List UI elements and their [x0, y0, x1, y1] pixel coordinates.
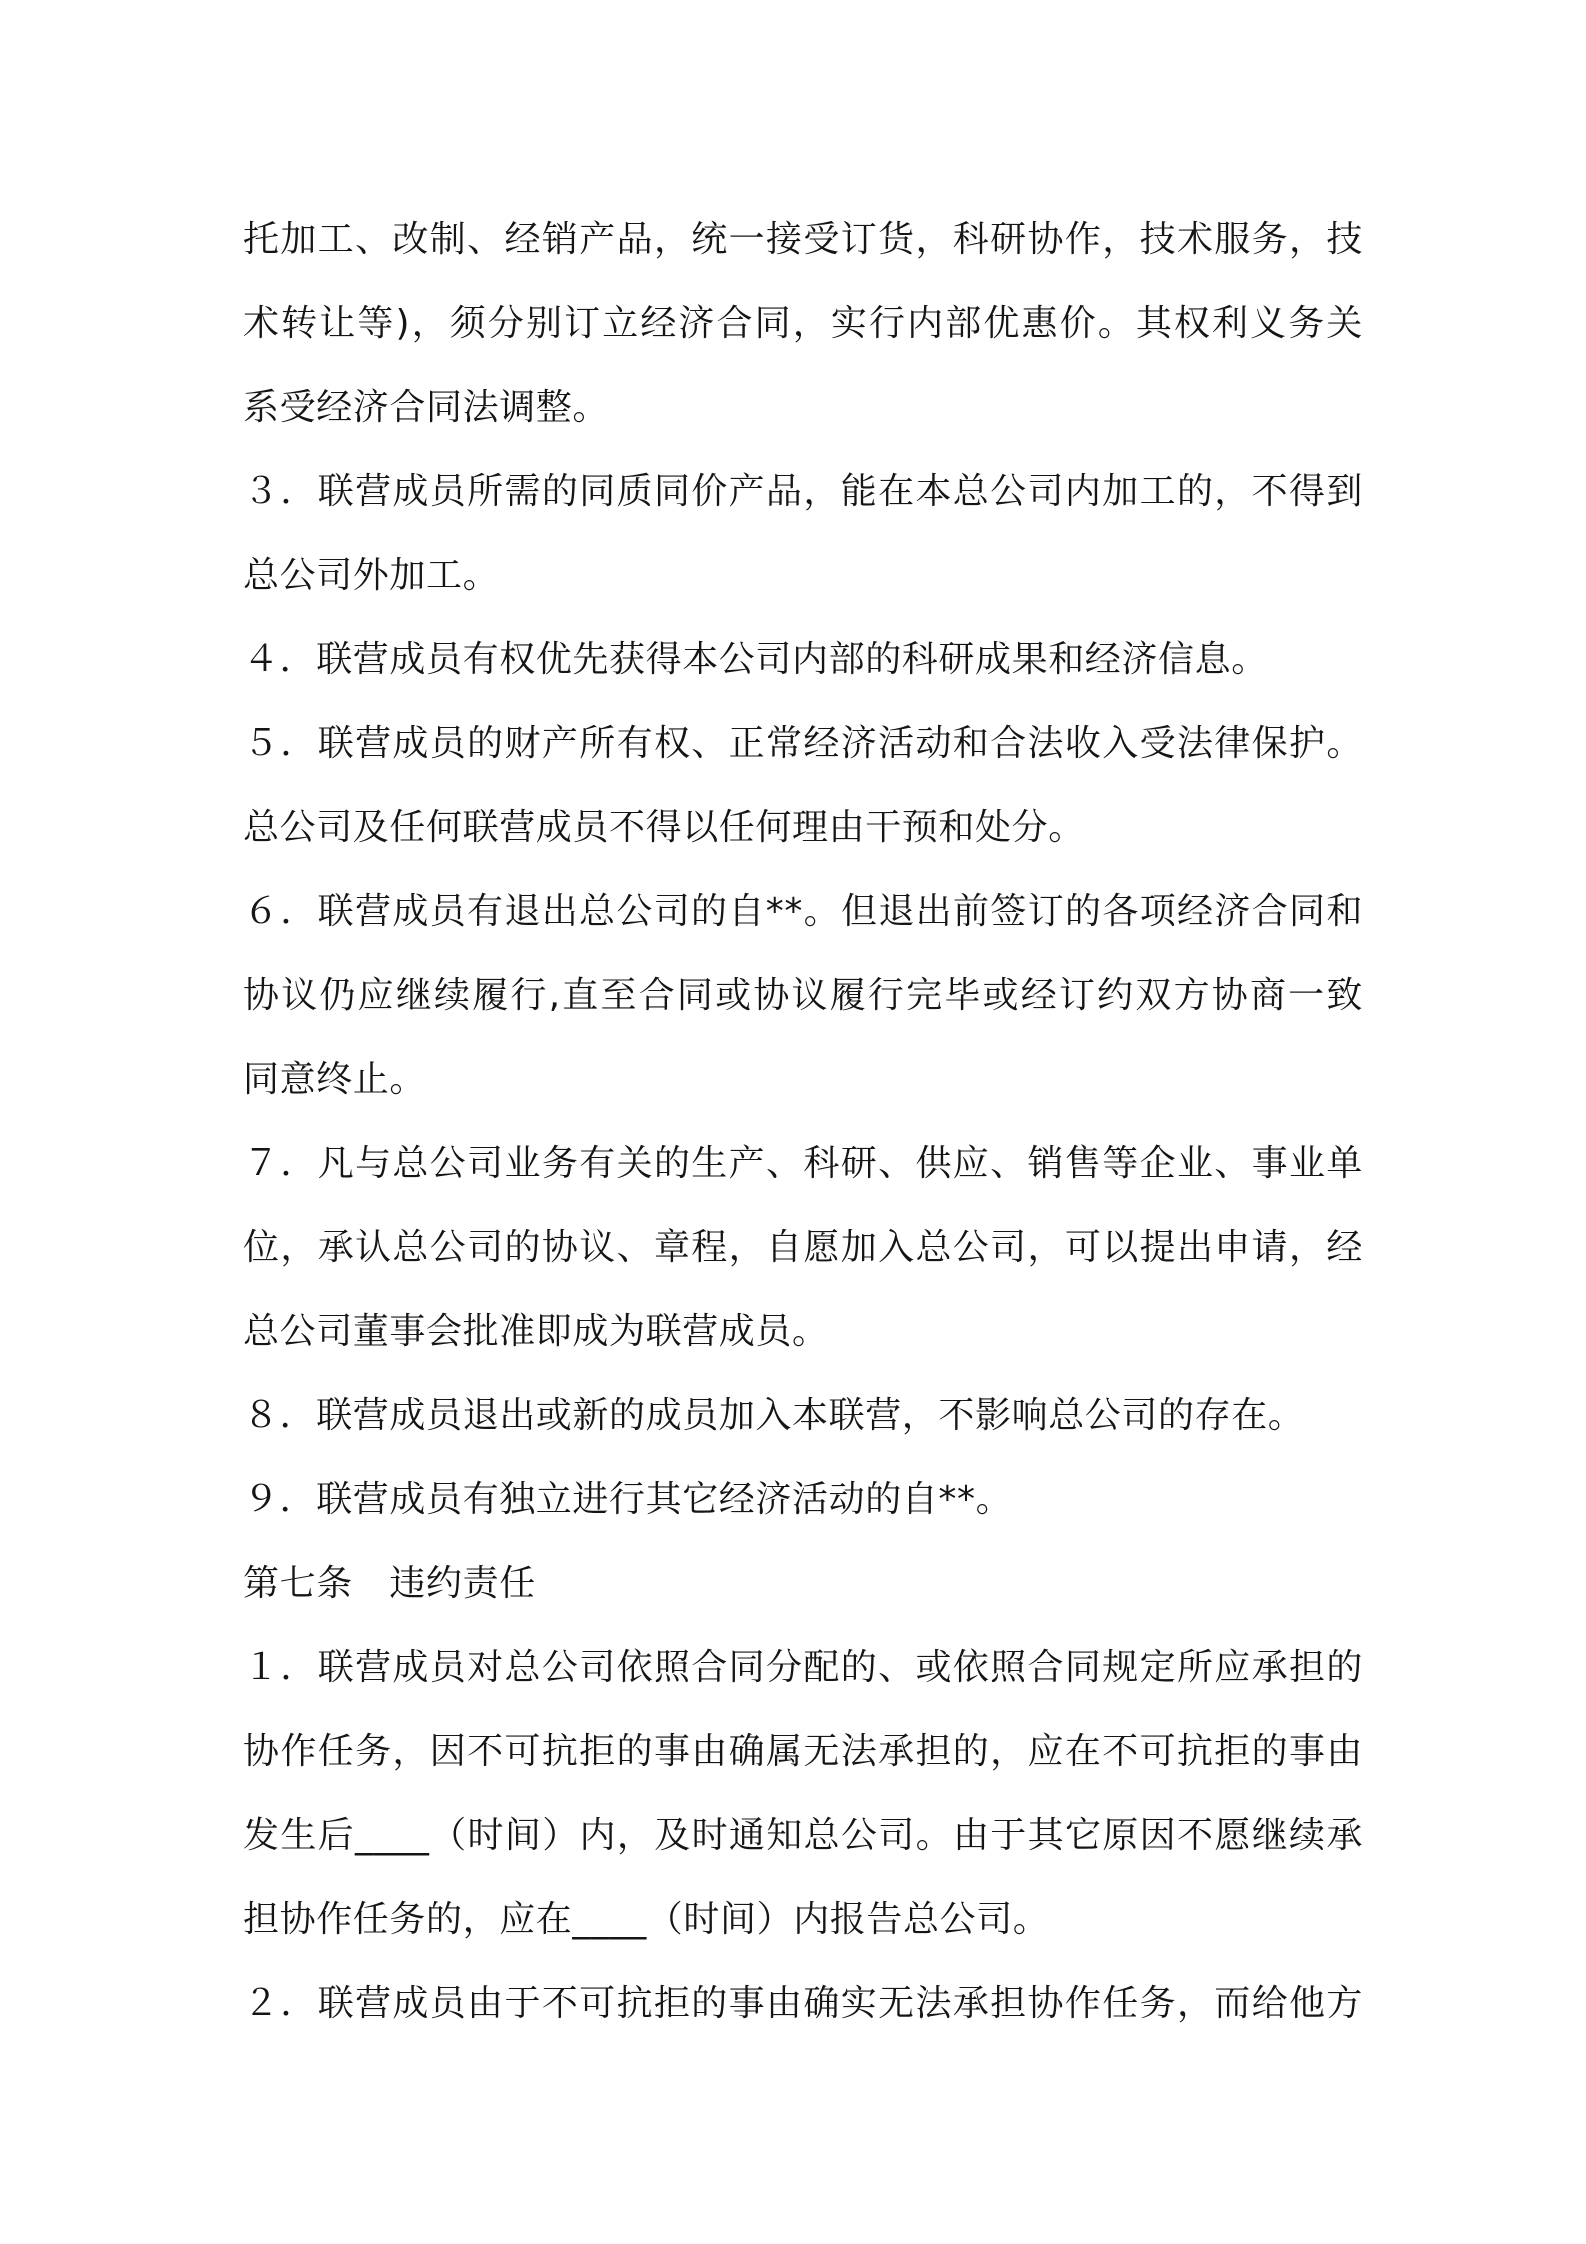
text-line: ４．联营成员有权优先获得本公司内部的科研成果和经济信息。 [243, 639, 1268, 680]
text-line: 同意终止。 [243, 1059, 427, 1100]
document-body [243, 198, 1363, 2046]
text-line: 总公司外加工。 [243, 555, 500, 596]
text-line: 协作任务，因不可抗拒的事由确属无法承担的，应在不可抗拒的事由 [243, 1731, 1363, 1772]
text-line: ８．联营成员退出或新的成员加入本联营，不影响总公司的存在。 [243, 1395, 1305, 1436]
text-line: 术转让等)，须分别订立经济合同，实行内部优惠价。其权利义务关 [243, 303, 1363, 344]
text-line: 第七条 违约责任 [243, 1563, 536, 1604]
text-line: ７．凡与总公司业务有关的生产、科研、供应、销售等企业、事业单 [243, 1143, 1363, 1184]
text-line: 总公司董事会批准即成为联营成员。 [243, 1311, 829, 1352]
text-line: 系受经济合同法调整。 [243, 387, 610, 428]
text-line: １．联营成员对总公司依照合同分配的、或依照合同规定所应承担的 [243, 1647, 1363, 1688]
text-line: 协议仍应继续履行,直至合同或协议履行完毕或经订约双方协商一致 [243, 975, 1363, 1016]
text-line: 总公司及任何联营成员不得以任何理由干预和处分。 [243, 807, 1085, 848]
text-line: ３．联营成员所需的同质同价产品，能在本总公司内加工的，不得到 [243, 471, 1363, 512]
text-line: ９．联营成员有独立进行其它经济活动的自**。 [243, 1479, 1013, 1520]
text-line: ５．联营成员的财产所有权、正常经济活动和合法收入受法律保护。 [243, 723, 1363, 764]
text-line: 发生后____（时间）内，及时通知总公司。由于其它原因不愿继续承 [243, 1815, 1363, 1856]
text-line: 担协作任务的，应在____（时间）内报告总公司。 [243, 1899, 1050, 1940]
text-line: 位，承认总公司的协议、章程，自愿加入总公司，可以提出申请，经 [243, 1227, 1363, 1268]
text-line: ６．联营成员有退出总公司的自**。但退出前签订的各项经济合同和 [243, 891, 1363, 932]
text-line: ２．联营成员由于不可抗拒的事由确实无法承担协作任务，而给他方 [243, 1983, 1363, 2024]
text-line: 托加工、改制、经销产品，统一接受订货，科研协作，技术服务，技 [243, 219, 1363, 260]
